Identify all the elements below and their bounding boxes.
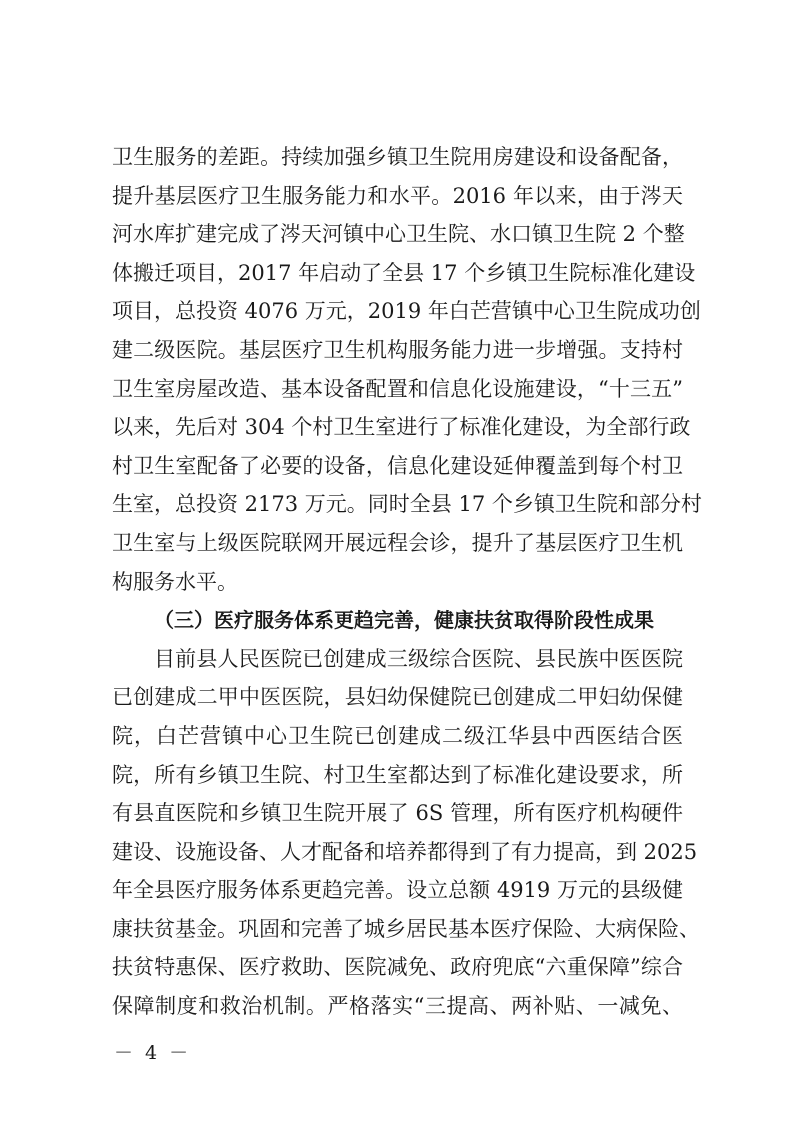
text-line: 保障制度和救治机制。严格落实“三提高、两补贴、一减免、 xyxy=(112,994,683,1019)
text-line: 有县直医院和乡镇卫生院开展了 6S 管理，所有医疗机构硬件 xyxy=(112,801,683,826)
text-line: 卫生服务的差距。持续加强乡镇卫生院用房建设和设备配备， xyxy=(112,145,683,169)
page-number: － 4 － xyxy=(114,1042,192,1064)
text-line: 年全县医疗服务体系更趋完善。设立总额 4919 万元的县级健 xyxy=(112,878,683,903)
text-line: 提升基层医疗卫生服务能力和水平。2016 年以来，由于涔天 xyxy=(112,183,683,208)
text-line: 以来，先后对 304 个村卫生室进行了标准化建设，为全部行政 xyxy=(112,415,691,440)
text-line: 生室，总投资 2173 万元。同时全县 17 个乡镇卫生院和部分村 xyxy=(112,492,702,517)
text-line: 院，白芒营镇中心卫生院已创建成二级江华县中西医结合医 xyxy=(112,723,683,748)
text-line: 河水库扩建完成了涔天河镇中心卫生院、水口镇卫生院 2 个整 xyxy=(112,222,685,247)
text-line: 卫生室与上级医院联网开展远程会诊，提升了基层医疗卫生机 xyxy=(112,530,683,555)
text-line: 构服务水平。 xyxy=(112,569,238,594)
body-text xyxy=(112,138,702,1026)
text-line: 已创建成二甲中医医院，县妇幼保健院已创建成二甲妇幼保健 xyxy=(112,685,683,710)
text-line: 村卫生室配备了必要的设备，信息化建设延伸覆盖到每个村卫 xyxy=(112,453,683,478)
text-line: 康扶贫基金。巩固和完善了城乡居民基本医疗保险、大病保险、 xyxy=(112,916,700,941)
text-line: 体搬迁项目，2017 年启动了全县 17 个乡镇卫生院标准化建设 xyxy=(112,260,696,285)
text-line: 扶贫特惠保、医疗救助、医院减免、政府兜底“六重保障”综合 xyxy=(112,955,683,980)
text-line: 建设、设施设备、人才配备和培养都得到了有力提高，到 2025 xyxy=(112,839,698,864)
section-heading: （三）医疗服务体系更趋完善，健康扶贫取得阶段性成果 xyxy=(154,608,654,633)
text-line: 卫生室房屋改造、基本设备配置和信息化设施建设，“十三五” xyxy=(112,376,683,401)
text-line: 项目，总投资 4076 万元，2019 年白芒营镇中心卫生院成功创 xyxy=(112,299,701,324)
text-line: 建二级医院。基层医疗卫生机构服务能力进一步增强。支持村 xyxy=(112,337,683,362)
text-line: 院，所有乡镇卫生院、村卫生室都达到了标准化建设要求，所 xyxy=(112,762,683,787)
text-line: 目前县人民医院已创建成三级综合医院、县民族中医医院 xyxy=(154,646,683,671)
